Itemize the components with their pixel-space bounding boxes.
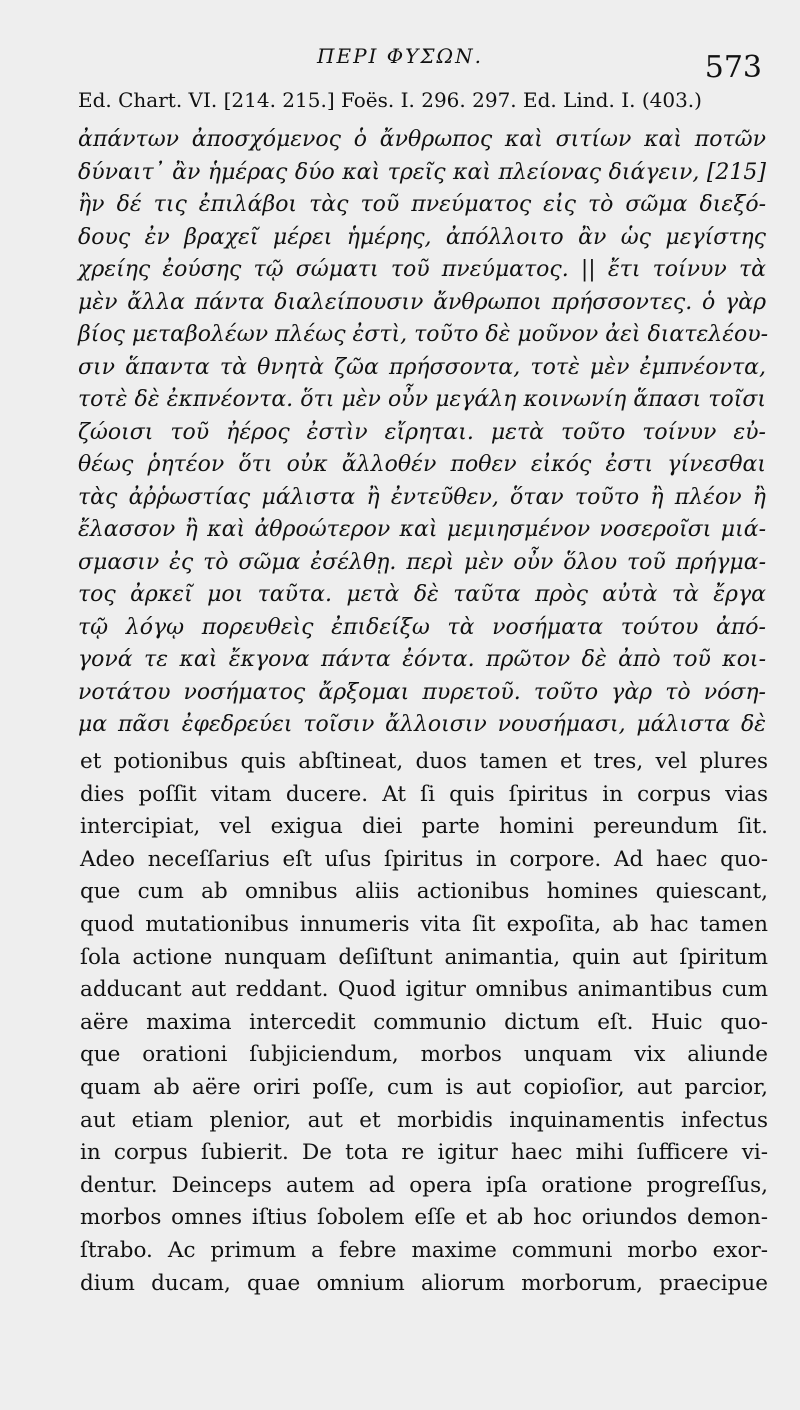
- greek-text-line: δους ἐν βραχεῖ μέρει ἡμέρης, ἀπόλλοιτο ἂν ὡς μεγίστης: [78, 224, 766, 250]
- latin-text-line: que orationi ſubjiciendum, morbos unquam vix aliunde: [80, 1042, 768, 1068]
- latin-text-line: dium ducam, quae omnium aliorum morborum, praecipue: [80, 1270, 768, 1296]
- edition-references: Ed. Chart. VI. [214. 215.] Foës. I. 296. 297. Ed. Lind. I. (403.): [78, 88, 702, 112]
- latin-text-line: dies poſſit vitam ducere. At ſi quis ſpiritus in corpus vias: [80, 781, 768, 807]
- greek-text-line: τῷ λόγῳ πορευθεὶς ἐπιδείξω τὰ νοσήματα τούτου ἀπό-: [78, 614, 766, 640]
- greek-text-line: μὲν ἄλλα πάντα διαλείπουσιν ἄνθρωποι πρήσσοντες. ὁ γὰρ: [78, 289, 766, 315]
- greek-text-line: ἔλασσον ἢ καὶ ἀθροώτερον καὶ μεμιησμένον νοσεροῖσι μιά-: [78, 517, 766, 542]
- latin-text-line: quod mutationibus innumeris vita ſit expoſita, ab hac tamen: [80, 911, 768, 937]
- greek-text-line: νοτάτου νοσήματος ἄρξομαι πυρετοῦ. τοῦτο γὰρ τὸ νόση-: [78, 679, 766, 705]
- greek-text-line: τοτὲ δὲ ἐκπνέοντα. ὅτι μὲν οὖν μεγάλη κοινωνίη ἅπασι τοῖσι: [78, 387, 766, 412]
- greek-text-line: χρείης ἐούσης τῷ σώματι τοῦ πνεύματος. || ἔτι τοίνυν τὰ: [78, 257, 766, 282]
- greek-text-line: δύναιτ᾽ ἂν ἡμέρας δύο καὶ τρεῖς καὶ πλείονας διάγειν, [215]: [78, 159, 766, 185]
- greek-text-line: θέως ῥητέον ὅτι οὐκ ἄλλοθέν ποθεν εἰκός ἐστι γίνεσθαι: [78, 452, 766, 477]
- greek-text-line: ἢν δέ τις ἐπιλάβοι τὰς τοῦ πνεύματος εἰς τὸ σῶμα διεξό-: [78, 192, 766, 217]
- greek-text-line: γονά τε καὶ ἔκγονα πάντα ἐόντα. πρῶτον δὲ ἀπὸ τοῦ κοι-: [78, 647, 766, 672]
- latin-text-line: ſtrabo. Ac primum a febre maxime communi morbo exor-: [80, 1237, 768, 1263]
- latin-text-line: ſola actione nunquam deſiſtunt animantia, quin aut ſpiritum: [80, 944, 768, 970]
- latin-text-line: in corpus ſubierit. De tota re igitur haec mihi ſufficere vi-: [80, 1140, 768, 1166]
- page-number: 573: [704, 50, 762, 85]
- latin-text-line: aut etiam plenior, aut et morbidis inquinamentis infectus: [80, 1107, 768, 1133]
- greek-text-line: σμασιν ἐς τὸ σῶμα ἐσέλθῃ. περὶ μὲν οὖν ὅλου τοῦ πρήγμα-: [78, 549, 766, 575]
- greek-text-block: [78, 124, 769, 742]
- greek-text-line: μα πᾶσι ἐφεδρεύει τοῖσιν ἄλλοισιν νουσήμασι, μάλιστα δὲ: [78, 712, 766, 737]
- latin-text-line: et potionibus quis abſtineat, duos tamen et tres, vel plures: [80, 749, 768, 774]
- latin-text-line: Adeo neceſſarius eſt uſus ſpiritus in corpore. Ad haec quo-: [80, 846, 768, 872]
- greek-text-line: τὰς ἀῤῥωστίας μάλιστα ἢ ἐντεῦθεν, ὅταν τοῦτο ἢ πλέον ἢ: [78, 484, 766, 510]
- latin-text-line: aëre maxima intercedit communio dictum eſt. Huic quo-: [80, 1009, 768, 1035]
- greek-text-line: τος ἀρκεῖ μοι ταῦτα. μετὰ δὲ ταῦτα πρὸς αὐτὰ τὰ ἔργα: [78, 582, 766, 607]
- greek-text-line: ζώοισι τοῦ ἠέρος ἐστὶν εἴρηται. μετὰ τοῦτο τοίνυν εὐ-: [78, 419, 766, 445]
- latin-text-line: intercipiat, vel exigua diei parte homini pereundum ſit.: [80, 814, 768, 840]
- latin-text-line: quam ab aëre oriri poſſe, cum is aut copioſior, aut parcior,: [80, 1074, 768, 1100]
- latin-text-line: adducant aut reddant. Quod igitur omnibus animantibus cum: [80, 977, 768, 1003]
- latin-text-line: morbos omnes iſtius ſobolem eſſe et ab hoc oriundos demon-: [80, 1205, 768, 1231]
- greek-text-line: βίος μεταβολέων πλέως ἐστὶ, τοῦτο δὲ μοῦνον ἀεὶ διατελέου-: [78, 322, 769, 347]
- latin-translation-block: [80, 746, 768, 1300]
- running-title: ΠΕΡΙ ΦΥΣΩΝ.: [317, 44, 483, 68]
- latin-text-line: dentur. Deinceps autem ad opera ipſa oratione progreſſus,: [80, 1172, 768, 1198]
- latin-text-line: que cum ab omnibus aliis actionibus homines quiescant,: [80, 879, 768, 905]
- greek-text-line: ἀπάντων ἀποσχόμενος ὁ ἄνθρωπος καὶ σιτίων καὶ ποτῶν: [78, 127, 766, 152]
- greek-text-line: σιν ἅπαντα τὰ θνητὰ ζῶα πρήσσοντα, τοτὲ μὲν ἐμπνέοντα,: [78, 354, 766, 380]
